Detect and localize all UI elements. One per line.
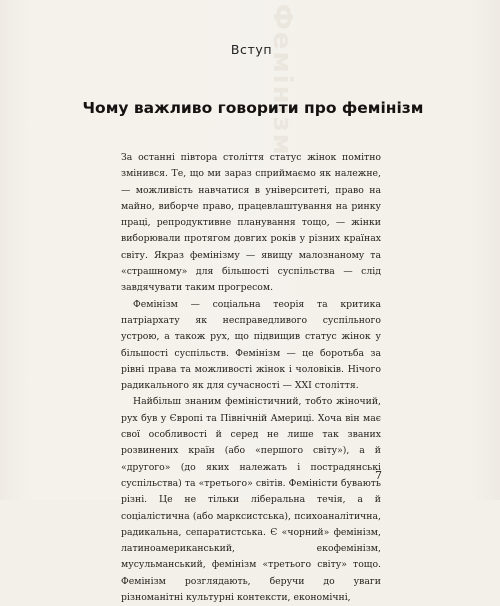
page-number: 7 <box>375 469 382 482</box>
paragraph-1: За останні півтора століття статус жінок помітно змінився. Те, що ми зараз сприймаємо як належне, — можливість навчатися в університеті, право на майно, виборче право, працевлаштування на ринку праці, репродуктивне планування тощо, — жінки виборювали протягом довгих років у різних країнах світу. Якраз фемінізму — явищу малознаному та «страшному» для більшості суспільства — слід завдячувати таким прогресом. <box>121 152 381 294</box>
spine-ghost-text: Фемінізм <box>267 4 297 157</box>
chapter-title: Чому важливо говорити про фемінізм <box>82 99 424 117</box>
body-text <box>121 150 381 606</box>
chapter-label: Вступ <box>230 42 273 57</box>
paragraph-2: Фемінізм — соціальна теорія та критика патріархату як несправедливого суспільного устрою, а також рух, що підвищив статус жінок у більшості суспільств. Фемінізм — це боротьба за рівні права та можливості жінок і чоловіків. Нічого радикального як для сучасності — XXI століття. <box>121 298 381 392</box>
paragraph-3: Найбільш знаним феміністичний, тобто жіночий, рух був у Європі та Північній Америці. Хоча він має свої особливості й серед не лише так званих розвинених країн (або «першого світу»), а й «другого» (до яких належать і пострадянські суспільства) та «третього» світів. Феміністи бувають різні. Це не тільки ліберальна течія, а й соціалістична (або марксистська), психоаналітична, радикальна, сепаратистська. Є «чорний» фемінізм, латиноамериканський, екофемінізм, мусульманський, фемінізм «третього світу» тощо. Фемінізм розглядають, беручи до уваги різноманітні культурні контексти, економічні, <box>121 396 381 604</box>
